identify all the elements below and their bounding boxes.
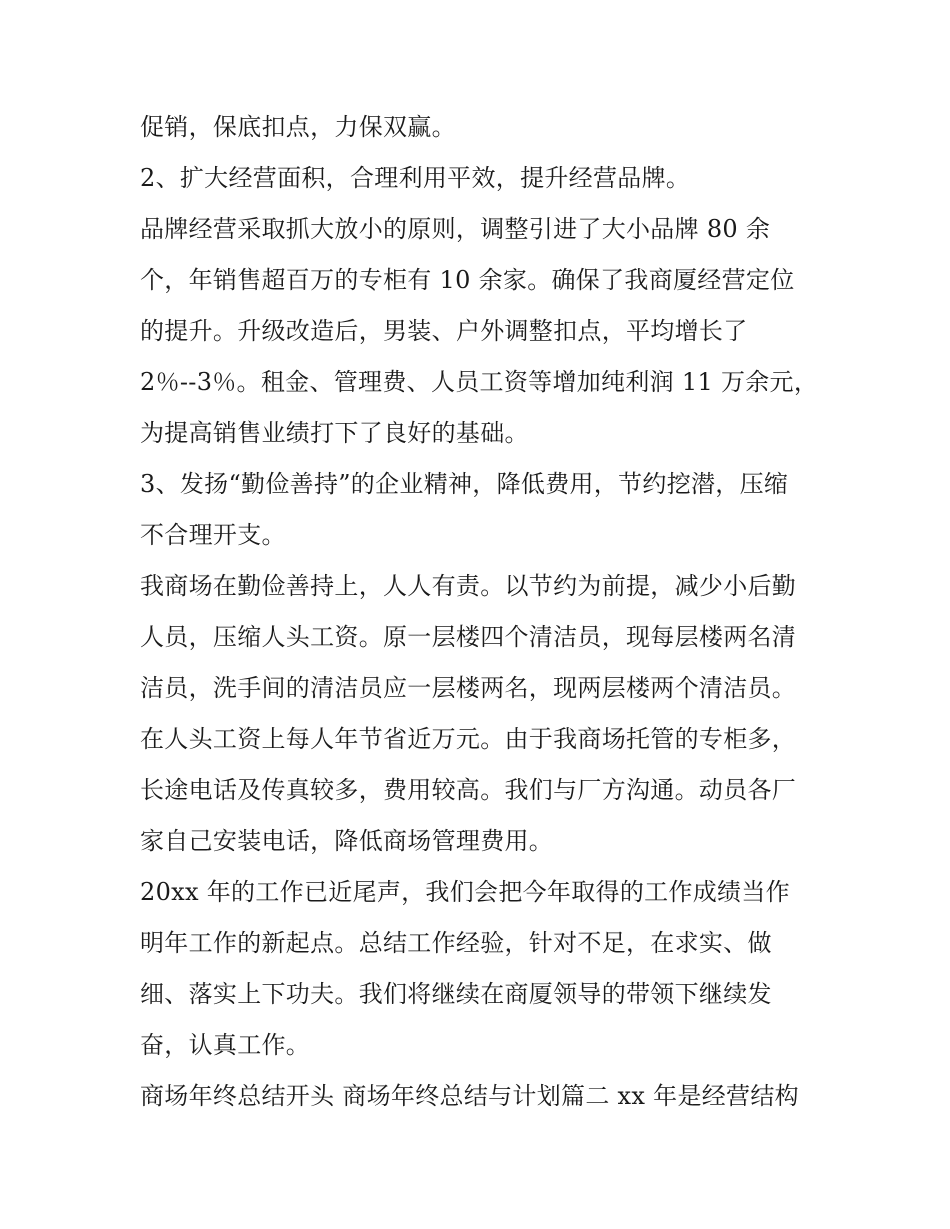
text-line: 商场年终总结开头 商场年终总结与计划篇二 xx 年是经营结构: [140, 1082, 799, 1110]
text-line: 3、发扬“勤俭善持”的企业精神，降低费用，节约挖潜，压缩: [140, 470, 789, 498]
text-line: 为提高销售业绩打下了良好的基础。: [140, 419, 529, 447]
text-line: 细、落实上下功夫。我们将继续在商厦领导的带领下继续发: [140, 980, 772, 1008]
text-line: 在人头工资上每人年节省近万元。由于我商场托管的专柜多，: [140, 725, 797, 753]
text-line: 家自己安装电话，降低商场管理费用。: [140, 827, 554, 855]
text-line: 奋，认真工作。: [140, 1031, 311, 1059]
text-line: 明年工作的新起点。总结工作经验，针对不足，在求实、做: [140, 929, 772, 957]
text-line: 促销，保底扣点，力保双赢。: [140, 113, 456, 141]
text-line: 品牌经营采取抓大放小的原则，调整引进了大小品牌 80 余: [140, 215, 771, 243]
text-line: 长途电话及传真较多，费用较高。我们与厂方沟通。动员各厂: [140, 776, 797, 804]
text-line: 的提升。升级改造后，男装、户外调整扣点，平均增长了: [140, 317, 748, 345]
text-line: 个，年销售超百万的专柜有 10 余家。确保了我商厦经营定位: [140, 266, 795, 294]
text-line: 2、扩大经营面积，合理利用平效，提升经营品牌。: [140, 164, 691, 192]
text-line: 洁员，洗手间的清洁员应一层楼两名，现两层楼两个清洁员。: [140, 674, 797, 702]
text-line: 人员，压缩人头工资。原一层楼四个清洁员，现每层楼两名清: [140, 623, 797, 651]
text-line: 我商场在勤俭善持上，人人有责。以节约为前提，减少小后勤: [140, 572, 797, 600]
text-line: 不合理开支。: [140, 521, 286, 549]
text-line: 2％--3％。租金、管理费、人员工资等增加纯利润 11 万余元，: [140, 368, 819, 396]
text-line: 20xx 年的工作已近尾声，我们会把今年取得的工作成绩当作: [140, 878, 790, 906]
